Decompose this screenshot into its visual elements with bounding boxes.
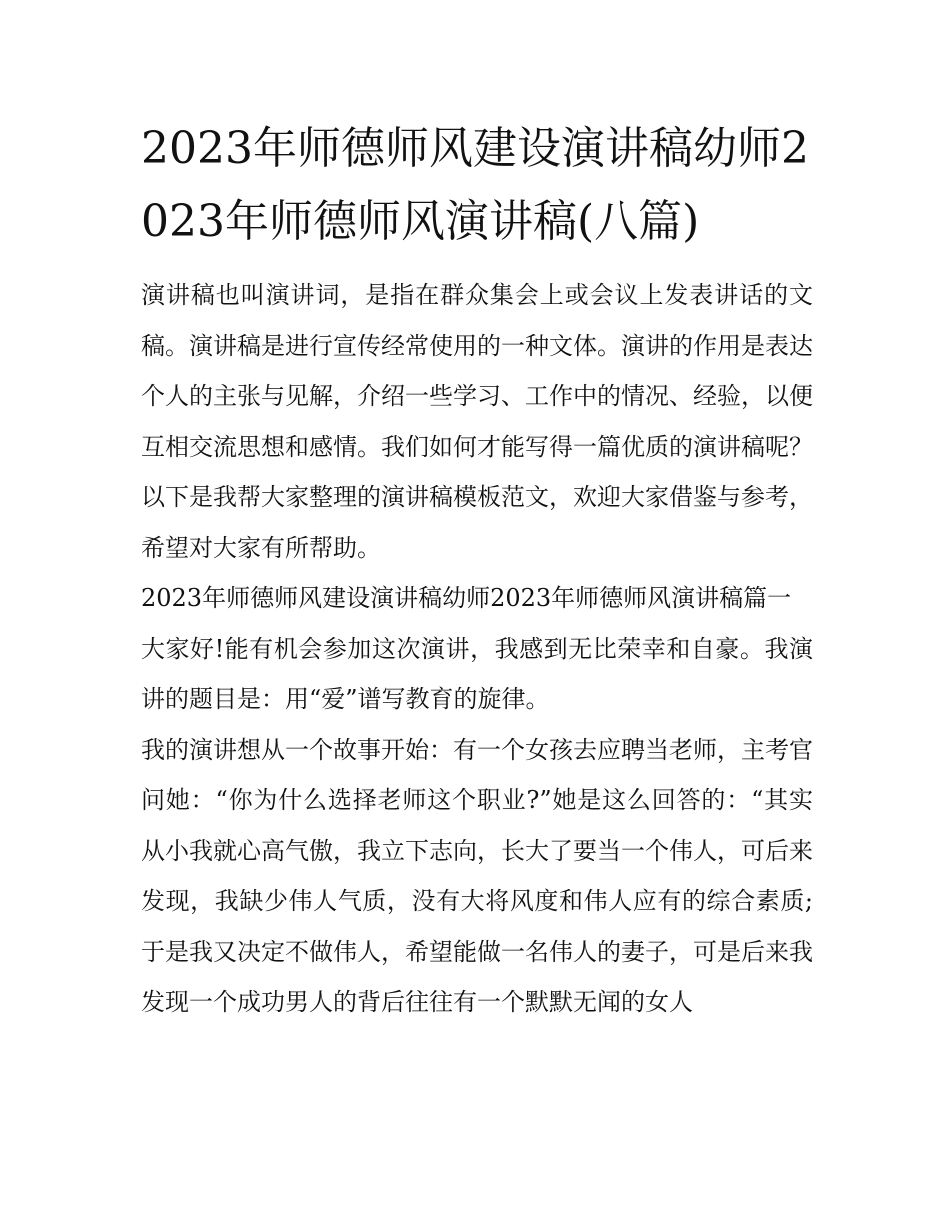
document-title: 2023年师德师风建设演讲稿幼师2023年师德师风演讲稿(八篇): [141, 123, 809, 247]
intro-paragraph: 演讲稿也叫演讲词，是指在群众集会上或会议上发表讲话的文稿。演讲稿是进行宣传经常使用的一种文体。演讲的作用是表达个人的主张与见解，介绍一些学习、工作中的情况、经验，以便互相交流思想和感情。我们如何才能写得一篇优质的演讲稿呢？以下是我帮大家整理的演讲稿模板范文，欢迎大家借鉴与参考，希望对大家有所帮助。: [141, 281, 813, 562]
section-heading: 2023年师德师风建设演讲稿幼师2023年师德师风演讲稿篇一: [141, 584, 792, 612]
document-page: [141, 112, 813, 1028]
greeting-paragraph: 大家好!能有机会参加这次演讲，我感到无比荣幸和自豪。我演讲的题目是：用“爱”谱写教育的旋律。: [141, 634, 813, 713]
story-paragraph: 我的演讲想从一个故事开始：有一个女孩去应聘当老师，主考官问她：“你为什么选择老师这个职业?”她是这么回答的：“其实从小我就心高气傲，我立下志向，长大了要当一个伟人，可后来发现，我缺少伟人气质，没有大将风度和伟人应有的综合素质;于是我又决定不做伟人，希望能做一名伟人的妻子，可是后来我发现一个成功男人的背后往往有一个默默无闻的女人: [141, 735, 813, 1016]
